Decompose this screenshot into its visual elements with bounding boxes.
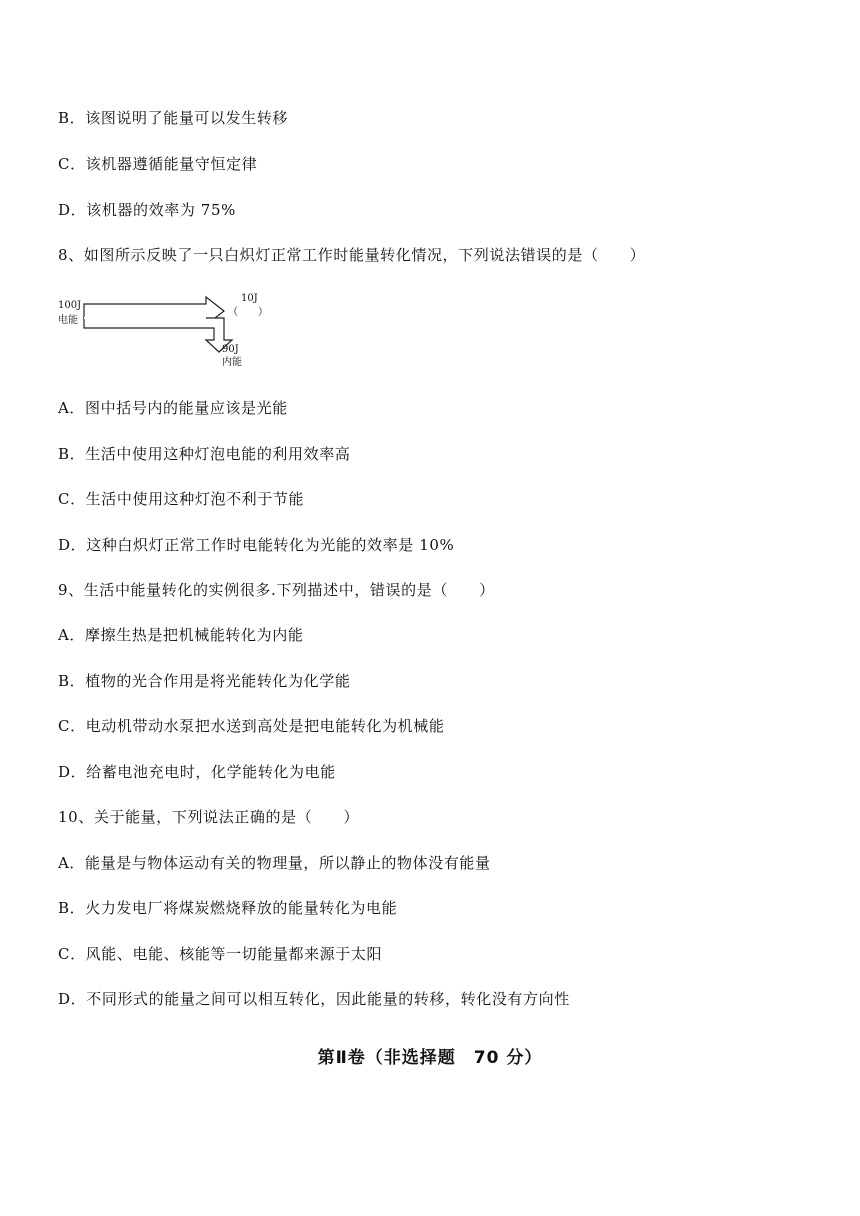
q7-option-c: C．该机器遵循能量守恒定律 (58, 155, 258, 173)
q8-option-d: D．这种白炽灯正常工作时电能转化为光能的效率是 10% (58, 536, 455, 554)
q9-option-b: B．植物的光合作用是将光能转化为化学能 (58, 672, 351, 690)
light-energy-value: 10J (241, 293, 258, 304)
input-energy-label: 电能 (58, 315, 78, 326)
q10-option-a: A．能量是与物体运动有关的物理量，所以静止的物体没有能量 (58, 854, 491, 872)
q10-option-d: D．不同形式的能量之间可以相互转化，因此能量的转移，转化没有方向性 (58, 990, 570, 1008)
energy-flow-diagram (56, 290, 296, 374)
q8-stem: 8、如图所示反映了一只白炽灯正常工作时能量转化情况，下列说法错误的是（ ） (58, 246, 646, 264)
q9-option-d: D．给蓄电池充电时，化学能转化为电能 (58, 763, 336, 781)
q9-stem: 9、生活中能量转化的实例很多.下列描述中，错误的是（ ） (58, 581, 495, 599)
heat-energy-arrow (84, 318, 232, 352)
q10-option-c: C．风能、电能、核能等一切能量都来源于太阳 (58, 945, 383, 963)
q10-option-b: B．火力发电厂将煤炭燃烧释放的能量转化为电能 (58, 899, 398, 917)
heat-energy-label: 内能 (222, 357, 242, 368)
q8-option-a: A．图中括号内的能量应该是光能 (58, 399, 288, 417)
q9-option-c: C．电动机带动水泵把水送到高处是把电能转化为机械能 (58, 717, 445, 735)
q10-stem: 10、关于能量，下列说法正确的是（ ） (58, 808, 360, 826)
q8-option-c: C．生活中使用这种灯泡不利于节能 (58, 490, 305, 508)
section-title: 第Ⅱ卷（非选择题 70 分） (317, 1048, 543, 1068)
q7-option-b: B．该图说明了能量可以发生转移 (58, 109, 289, 127)
q7-option-d: D．该机器的效率为 75% (58, 201, 236, 219)
q8-option-b: B．生活中使用这种灯泡电能的利用效率高 (58, 445, 351, 463)
input-energy-value: 100J (58, 300, 82, 311)
unknown-energy-label: （ ） (228, 307, 268, 318)
energy-flow-arrows (56, 290, 296, 374)
q9-option-a: A．摩擦生热是把机械能转化为内能 (58, 626, 304, 644)
heat-energy-value: 90J (222, 344, 239, 355)
